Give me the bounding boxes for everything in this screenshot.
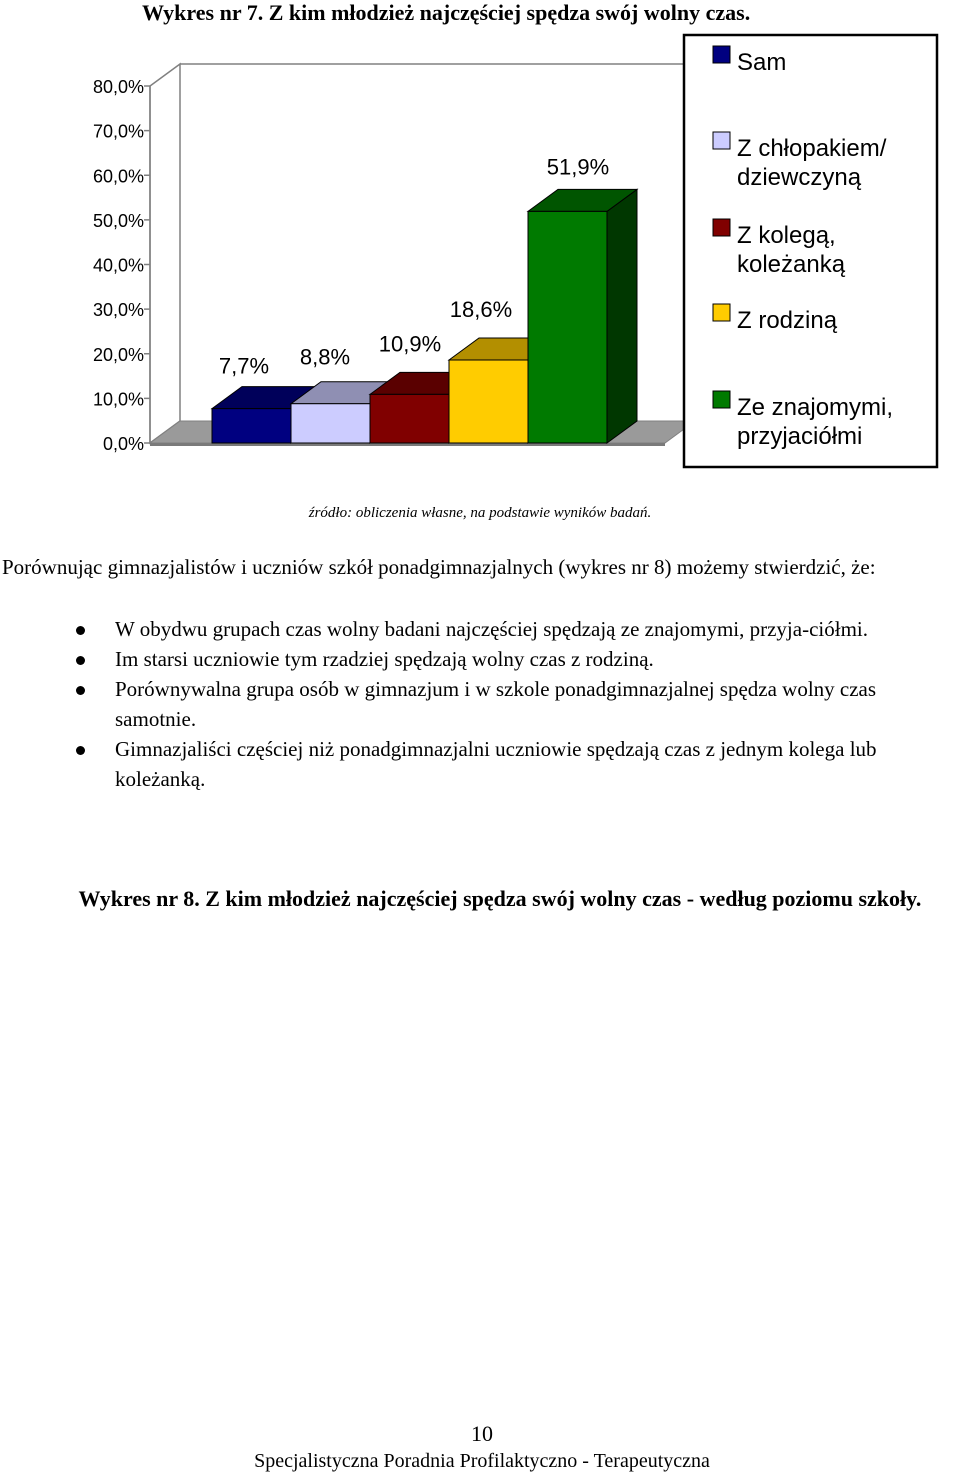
y-tick-label: 80,0% [92, 77, 144, 97]
source-note: źródło: obliczenia własne, na podstawie wyników badań. [308, 505, 652, 521]
bullet-icon [76, 656, 85, 665]
y-tick-label: 70,0% [92, 121, 144, 142]
bar-front [291, 404, 370, 443]
page-number: 10 [471, 1421, 493, 1446]
data-label: 8,8% [299, 344, 351, 370]
findings-list [0, 614, 960, 794]
legend-label: przyjaciółmi [737, 423, 863, 450]
chart-title: Wykres nr 7. Z kim młodzież najczęściej spędza swój wolny czas. [142, 0, 751, 25]
legend-swatch [713, 219, 730, 236]
y-tick-label: 0,0% [102, 434, 144, 454]
y-tick-label: 60,0% [92, 166, 144, 187]
bullet-icon [76, 686, 85, 695]
list-item [0, 614, 960, 644]
legend-label: koleżanką [737, 251, 846, 278]
legend-label: dziewczyną [737, 164, 862, 191]
bar-side [607, 189, 637, 443]
y-tick-label: 40,0% [92, 255, 144, 276]
list-item-text: Im starsi uczniowie tym rzadziej spędzają wolny czas z rodziną. [115, 647, 654, 671]
y-tick-label: 50,0% [92, 210, 144, 231]
bar [528, 189, 637, 443]
list-item-text: Porównywalna grupa osób w gimnazjum i w szkole ponadgimnazjalnej spędza wolny czas samotnie. [115, 677, 877, 731]
bullet-icon [76, 626, 85, 635]
list-item [0, 734, 960, 794]
y-tick-label: 10,0% [92, 389, 144, 410]
bar-chart [0, 28, 960, 478]
intro-paragraph: Porównując gimnazjalistów i uczniów szkół ponadgimnazjalnych (wykres nr 8) możemy stwierdzić, że: [2, 555, 876, 579]
bar-front [449, 360, 528, 443]
legend-swatch [713, 304, 730, 321]
legend-label: Z chłopakiem/ [737, 135, 887, 162]
list-item-text: Gimnazjaliści częściej niż ponadgimnazjalni uczniowie spędzają czas z jednym kolega lub koleżanką. [115, 737, 877, 791]
legend-swatch [713, 391, 730, 408]
bar-front [528, 211, 607, 443]
chart-legend [684, 35, 937, 467]
bullet-icon [76, 746, 85, 755]
legend-label: Sam [737, 49, 787, 76]
y-tick-label: 30,0% [92, 300, 144, 321]
data-label: 51,9% [546, 154, 610, 180]
data-label: 7,7% [218, 353, 270, 379]
legend-item [713, 132, 887, 191]
legend-label: Z kolegą, [737, 222, 836, 249]
side-wall [150, 64, 180, 443]
page-footer: Specjalistyczna Poradnia Profilaktyczno - Terapeutyczna [254, 1450, 710, 1472]
bar-front [212, 409, 291, 443]
legend-label: Ze znajomymi, [737, 394, 894, 421]
data-label: 18,6% [449, 296, 513, 322]
list-item [0, 644, 960, 674]
list-item [0, 674, 960, 734]
legend-swatch [713, 132, 730, 149]
chart-bars [212, 154, 637, 443]
next-chart-title: Wykres nr 8. Z kim młodzież najczęściej spędza swój wolny czas - według poziomu szkoły. [78, 886, 922, 911]
list-item-text: W obydwu grupach czas wolny badani najczęściej spędzają ze znajomymi, przyja-ciółmi. [115, 617, 868, 641]
y-tick-label: 20,0% [92, 344, 144, 365]
data-label: 10,9% [378, 331, 442, 357]
legend-swatch [713, 46, 730, 63]
bar-front [370, 394, 449, 443]
legend-label: Z rodziną [737, 307, 838, 334]
